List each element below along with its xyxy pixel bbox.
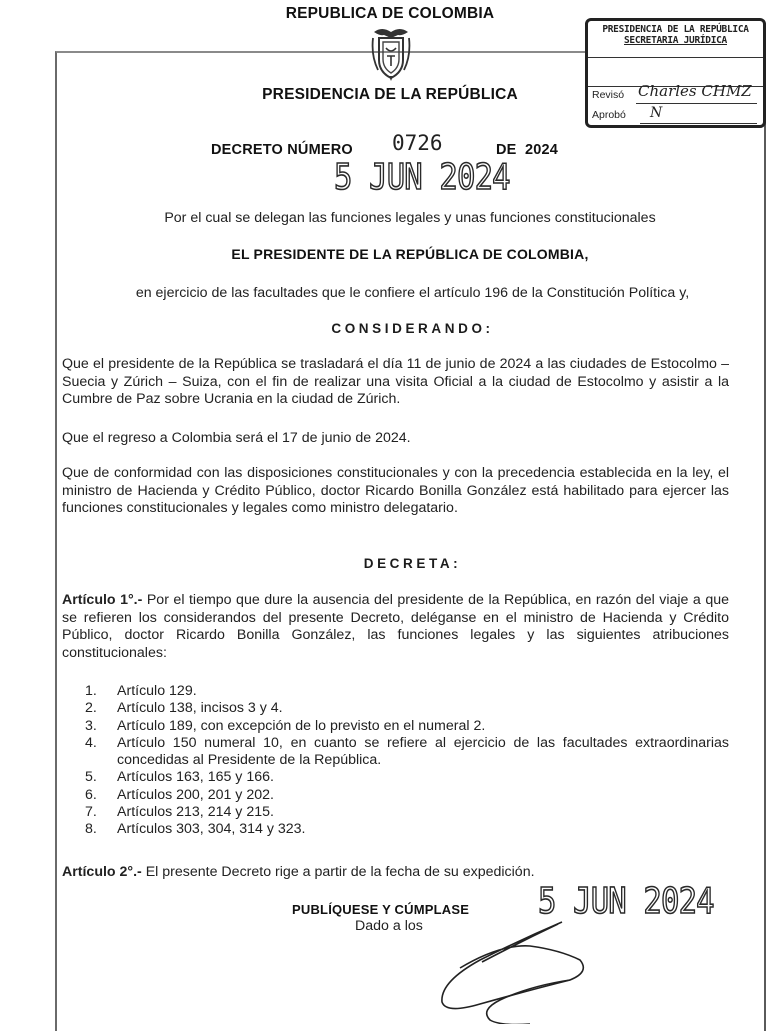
decree-subject: Por el cual se delegan las funciones legales y unas funciones constitucionales [164, 210, 656, 226]
article-2-text: El presente Decreto rige a partir de la fecha de su expedición. [141, 864, 535, 880]
article-1 [62, 592, 729, 662]
closing-date-stamp: 5 JUN 2024 [538, 881, 714, 922]
reviso-label: Revisó [592, 89, 625, 101]
decree-year: DE 2024 [496, 142, 559, 158]
decreta-heading: DECRETA: [363, 556, 462, 571]
publiquese-cumplase: PUBLÍQUESE Y CÚMPLASE [292, 902, 470, 917]
aprobo-label: Aprobó [592, 109, 626, 121]
review-stamp-title-2: SECRETARIA JURÍDICA [624, 35, 727, 46]
list-item: 6. Artículos 200, 201 y 202. [85, 786, 274, 803]
decree-number: 0726 [392, 131, 443, 155]
list-item: 2. Artículo 138, incisos 3 y 4. [85, 700, 283, 717]
article-2-label: Artículo 2°.- [62, 864, 142, 880]
list-item: 7. Artículos 213, 214 y 215. [85, 804, 274, 821]
colombia-coat-of-arms-icon [368, 26, 414, 82]
review-stamp-title-1: PRESIDENCIA DE LA REPÚBLICA [602, 24, 749, 35]
decree-authority: EL PRESIDENTE DE LA REPÚBLICA DE COLOMBIA, [231, 246, 589, 262]
office-heading: PRESIDENCIA DE LA REPÚBLICA [262, 86, 518, 103]
handwritten-signature [420, 920, 620, 1024]
article-1-label: Artículo 1°.- [62, 592, 143, 608]
reviso-signature: Charles CHMZ [638, 82, 752, 100]
list-item: 8. Artículos 303, 304, 314 y 323. [85, 821, 306, 838]
issue-date-stamp: 5 JUN 2024 [334, 157, 510, 198]
decree-legal-basis: en ejercicio de las facultades que le confiere el artículo 196 de la Constitución Política y, [135, 285, 690, 301]
article-2 [62, 864, 752, 882]
considerando-paragraph-3: Que de conformidad con las disposiciones constitucionales y con la precedencia establecida en la ley, el ministro de Hacienda y Crédito Público, doctor Ricardo Bonilla González está habilitado para ejercer las funciones constitucionales y legales como ministro delegatario. [62, 465, 729, 516]
article-1-text: Por el tiempo que dure la ausencia del presidente de la República, en razón del viaje a que se refieren los considerandos del presente Decreto, deléganse en el ministro de Hacienda y Crédito Público, doctor Ricardo Bonilla González, las funciones legales y las siguientes atribuciones constitucionales: [62, 592, 729, 661]
considerando-heading: CONSIDERANDO: [331, 321, 494, 336]
considerando-paragraph-1: Que el presidente de la República se trasladará el día 11 de junio de 2024 a las ciudades de Estocolmo – Suecia y Zúrich – Suiza, con el fin de realizar una visita Oficial a la ciudad de Estocolmo y asistir a la Cumbre de Paz sobre Ucrania en la ciudad de Zúrich. [62, 356, 729, 407]
list-item: 3. Artículo 189, con excepción de lo previsto en el numeral 2. [85, 717, 486, 734]
considerando-paragraph-2: Que el regreso a Colombia será el 17 de junio de 2024. [62, 430, 411, 446]
country-heading: REPUBLICA DE COLOMBIA [285, 5, 495, 22]
list-item: 4. Artículo 150 numeral 10, en cuanto se refiere al ejercicio de las facultades extraordinarias concedidas al Presidente de la República. [85, 734, 729, 769]
list-item: 5. Artículos 163, 165 y 166. [85, 769, 274, 786]
aprobo-signature: N [650, 105, 663, 121]
attributions-list [85, 683, 729, 839]
legal-review-stamp [585, 18, 766, 128]
decree-number-label: DECRETO NÚMERO [211, 142, 353, 158]
list-item: 1. Artículo 129. [85, 683, 197, 699]
dado-a-los: Dado a los [355, 918, 423, 934]
